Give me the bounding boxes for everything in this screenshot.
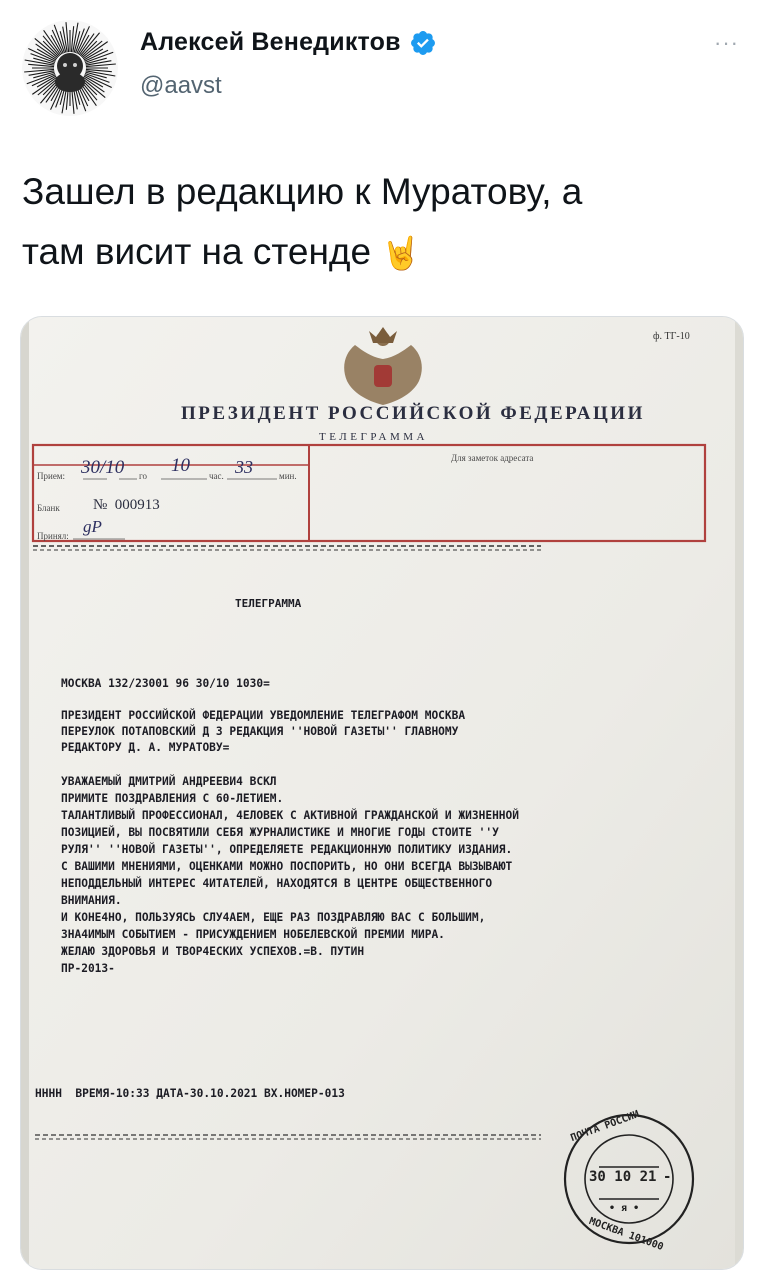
- telegram-line: ВНИМАНИЯ.: [61, 894, 122, 907]
- telegram-line: ЖЕЛАЮ ЗДОРОВЬЯ И ТВОР4ЕСКИХ УСПЕХОВ.=В. ПУТИН: [61, 945, 365, 958]
- stamp-top-text: ПОЧТА РОССИИ: [569, 1108, 641, 1145]
- telegram-line: МОСКВА 132/23001 96 30/10 1030=: [61, 677, 270, 690]
- label-for-notes: Для заметок адресата: [451, 453, 534, 463]
- display-name[interactable]: Алексей Венедиктов: [140, 28, 401, 56]
- stamp-bottom-text: МОСКВА 101000: [587, 1215, 665, 1254]
- label-prinyat: Прием:: [37, 471, 66, 481]
- label-prinyal: Принял:: [37, 531, 69, 541]
- tweet-text-line-2: [22, 222, 742, 283]
- stamp-middle: • я •: [609, 1203, 640, 1214]
- hand-initials: gP: [83, 517, 102, 536]
- stamp-date: 30 10 21: [589, 1169, 657, 1185]
- telegram-line: ПР-2013-: [61, 962, 115, 975]
- telegram-line: И КОНЕ4НО, ПОЛЬЗУЯСЬ СЛУ4АЕМ, ЕЩЕ РАЗ ПОЗДРАВЛЯЮ ВАС С БОЛЬШИМ,: [61, 911, 486, 924]
- label-blank: Бланк: [37, 503, 60, 513]
- telegram-line: ТАЛАНТЛИВЫЙ ПРОФЕССИОНАЛ, 4ЕЛОВЕК С АКТИВНОЙ ГРАЖДАНСКОЙ И ЖИЗНЕННОЙ: [61, 809, 520, 822]
- verified-badge-icon: [409, 29, 437, 57]
- hand-minute: 33: [235, 457, 253, 477]
- telegram-subtitle: ТЕЛЕГРАММА: [319, 431, 428, 443]
- stamp-dash: -: [663, 1169, 672, 1185]
- tweet-text-line-1: Зашел в редакцию к Муратову, а: [22, 171, 583, 212]
- avatar-image: [22, 20, 118, 116]
- hand-hour: 10: [171, 455, 190, 476]
- president-header-title: ПРЕЗИДЕНТ РОССИЙСКОЙ ФЕДЕРАЦИИ: [181, 403, 645, 424]
- form-code: ф. ТГ-10: [653, 331, 690, 342]
- telegram-line: ПЕРЕУЛОК ПОТАПОВСКИЙ Д 3 РЕДАКЦИЯ ''НОВОЙ ГАЗЕТЫ'' ГЛАВНОМУ: [61, 725, 459, 738]
- name-row: [140, 28, 437, 57]
- telegram-body-heading: ТЕЛЕГРАММА: [235, 597, 302, 610]
- blank-number: № 000913: [93, 497, 160, 513]
- telegram-line: ЗНА4ИМЫМ СОБЫТИЕМ - ПРИСУЖДЕНИЕМ НОБЕЛЕВСКОЙ ПРЕМИИ МИРА.: [61, 928, 445, 941]
- tweet-text-line-2-words: там висит на стенде: [22, 231, 372, 272]
- telegram-footer-line: НННН ВРЕМЯ-10:33 ДАТА-30.10.2021 ВХ.НОМЕР-013: [35, 1087, 345, 1100]
- telegram-line: УВАЖАЕМЫЙ ДМИТРИЙ АНДРЕЕВИ4 ВСКЛ: [61, 775, 277, 788]
- more-options-icon[interactable]: ···: [714, 30, 739, 55]
- label-min: мин.: [279, 471, 297, 481]
- user-avatar[interactable]: [22, 20, 118, 116]
- telegram-line: НЕПОДДЕЛЬНЫЙ ИНТЕРЕС 4ИТАТЕЛЕЙ, НАХОДЯТСЯ В ЦЕНТРЕ ОБЩЕСТВЕННОГО: [61, 877, 493, 890]
- hand-date: 30/10: [81, 457, 125, 478]
- user-handle[interactable]: @aavst: [140, 72, 222, 99]
- telegram-line: РЕДАКТОРУ Д. А. МУРАТОВУ=: [61, 741, 230, 754]
- telegram-line: РУЛЯ'' ''НОВОЙ ГАЗЕТЫ'', ОПРЕДЕЛЯЕТЕ РЕДАКЦИОННУЮ ПОЛИТИКУ ИЗДАНИЯ.: [61, 843, 513, 856]
- label-go: го: [139, 471, 147, 481]
- telegram-line: ПРИМИТЕ ПОЗДРАВЛЕНИЯ С 60-ЛЕТИЕМ.: [61, 792, 284, 805]
- tweet-photo[interactable]: [20, 316, 744, 1270]
- telegram-line: ПРЕЗИДЕНТ РОССИЙСКОЙ ФЕДЕРАЦИИ УВЕДОМЛЕНИЕ ТЕЛЕГРАФОМ МОСКВА: [61, 709, 466, 722]
- label-chas: час.: [209, 471, 224, 481]
- telegram-line: ПОЗИЦИЕЙ, ВЫ ПОСВЯТИЛИ СЕБЯ ЖУРНАЛИСТИКЕ И МНОГИЕ ГОДЫ СТОИТЕ ''У: [61, 826, 499, 839]
- telegram-line: С ВАШИМИ МНЕНИЯМИ, ОЦЕНКАМИ МОЖНО ПОСПОРИТЬ, НО ОНИ ВСЕГДА ВЫЗЫВАЮТ: [61, 860, 513, 873]
- tweet-header: [0, 0, 763, 130]
- rock-hand-emoji-icon: 🤘: [381, 235, 422, 271]
- tweet-text: [22, 162, 742, 283]
